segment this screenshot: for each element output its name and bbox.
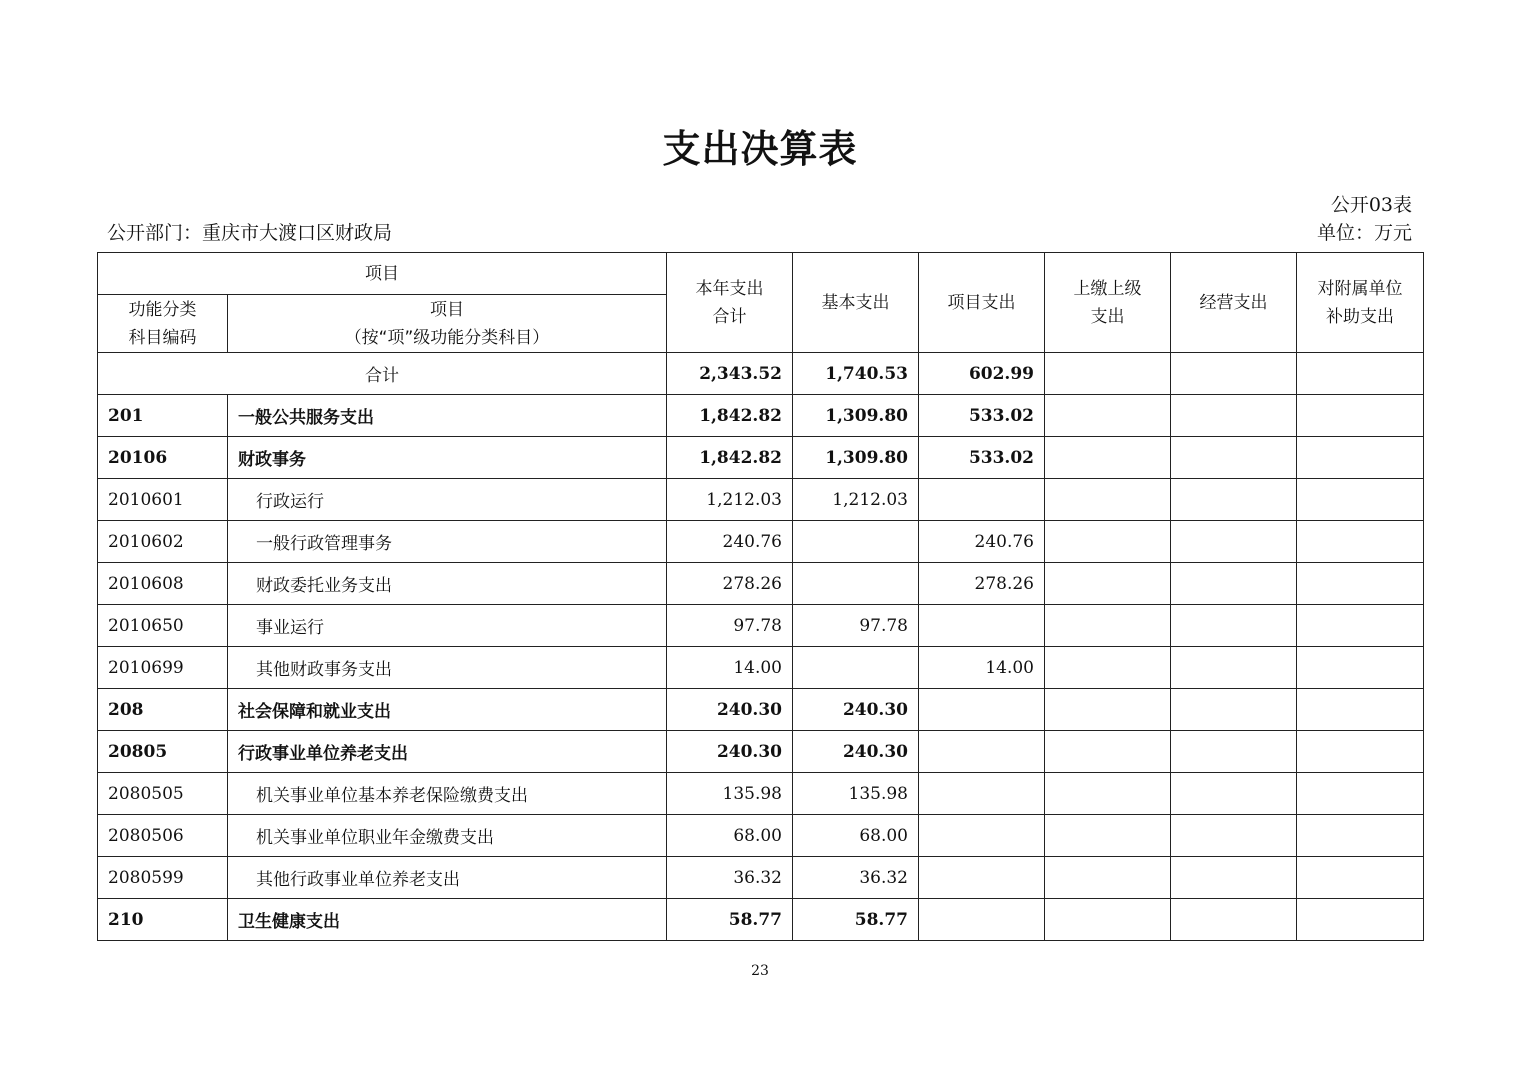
row-code: 2080506: [98, 815, 228, 857]
row-project: [919, 899, 1045, 941]
row-business: [1171, 773, 1297, 815]
row-business: [1171, 605, 1297, 647]
row-name: 机关事业单位职业年金缴费支出: [228, 815, 667, 857]
row-upper: [1045, 479, 1171, 521]
row-project: 240.76: [919, 521, 1045, 563]
header-total: 本年支出 合计: [667, 253, 793, 353]
row-business: [1171, 521, 1297, 563]
row-subsidy: [1297, 395, 1424, 437]
row-code: 20805: [98, 731, 228, 773]
row-project: [919, 773, 1045, 815]
row-project: [919, 815, 1045, 857]
row-code: 2010602: [98, 521, 228, 563]
row-name: 一般行政管理事务: [228, 521, 667, 563]
row-project: [919, 479, 1045, 521]
row-name: 卫生健康支出: [228, 899, 667, 941]
table-number: 公开03表: [1330, 194, 1412, 216]
row-basic: [793, 563, 919, 605]
table-row: [98, 563, 1424, 605]
row-name: 其他行政事业单位养老支出: [228, 857, 667, 899]
row-total: 1,842.82: [667, 395, 793, 437]
row-business: [1171, 563, 1297, 605]
row-basic: 240.30: [793, 731, 919, 773]
row-subsidy: [1297, 773, 1424, 815]
row-business: [1171, 647, 1297, 689]
row-total: 1,212.03: [667, 479, 793, 521]
row-business: [1171, 731, 1297, 773]
row-name: 机关事业单位基本养老保险缴费支出: [228, 773, 667, 815]
table-row: [98, 857, 1424, 899]
row-business: [1171, 815, 1297, 857]
row-total: 240.30: [667, 731, 793, 773]
header-upper: 上缴上级 支出: [1045, 253, 1171, 353]
row-total: 36.32: [667, 857, 793, 899]
table-row: [98, 731, 1424, 773]
row-total: 135.98: [667, 773, 793, 815]
row-basic: 36.32: [793, 857, 919, 899]
row-basic: 97.78: [793, 605, 919, 647]
row-upper: [1045, 563, 1171, 605]
row-subsidy: [1297, 437, 1424, 479]
row-business: [1171, 689, 1297, 731]
row-total: 68.00: [667, 815, 793, 857]
header-project-group: 项目: [98, 253, 667, 295]
table-row: [98, 437, 1424, 479]
row-upper: [1045, 815, 1171, 857]
row-business: [1171, 899, 1297, 941]
row-name: 财政事务: [228, 437, 667, 479]
row-upper: [1045, 647, 1171, 689]
row-project: [919, 689, 1045, 731]
row-subsidy: [1297, 479, 1424, 521]
expenditure-table: [97, 252, 1424, 941]
table-row: [98, 395, 1424, 437]
row-basic: 68.00: [793, 815, 919, 857]
row-subsidy: [1297, 899, 1424, 941]
table-row: [98, 689, 1424, 731]
total-label: 合计: [98, 353, 667, 395]
row-subsidy: [1297, 857, 1424, 899]
row-upper: [1045, 731, 1171, 773]
table-row: [98, 773, 1424, 815]
unit-label: 单位：万元: [1316, 222, 1412, 244]
row-name: 财政委托业务支出: [228, 563, 667, 605]
row-code: 2010699: [98, 647, 228, 689]
table-row: [98, 521, 1424, 563]
row-upper: [1045, 857, 1171, 899]
table-row: [98, 815, 1424, 857]
row-code: 2010608: [98, 563, 228, 605]
row-basic: [793, 521, 919, 563]
row-business: [1171, 479, 1297, 521]
row-basic: 58.77: [793, 899, 919, 941]
row-upper: [1045, 773, 1171, 815]
row-code: 2010601: [98, 479, 228, 521]
row-name: 行政运行: [228, 479, 667, 521]
row-total: 278.26: [667, 563, 793, 605]
row-subsidy: [1297, 521, 1424, 563]
row-total: 58.77: [667, 899, 793, 941]
row-project: [919, 605, 1045, 647]
row-subsidy: [1297, 647, 1424, 689]
row-project: 278.26: [919, 563, 1045, 605]
total-project: 602.99: [919, 353, 1045, 395]
row-upper: [1045, 689, 1171, 731]
row-name: 一般公共服务支出: [228, 395, 667, 437]
total-subsidy: [1297, 353, 1424, 395]
row-basic: 1,309.80: [793, 395, 919, 437]
row-subsidy: [1297, 815, 1424, 857]
row-basic: [793, 647, 919, 689]
row-total: 240.30: [667, 689, 793, 731]
row-name: 其他财政事务支出: [228, 647, 667, 689]
row-code: 2080599: [98, 857, 228, 899]
header-project: 项目支出: [919, 253, 1045, 353]
row-name: 行政事业单位养老支出: [228, 731, 667, 773]
row-basic: 240.30: [793, 689, 919, 731]
header-name: 项目 （按“项”级功能分类科目）: [228, 295, 667, 353]
row-business: [1171, 395, 1297, 437]
row-code: 210: [98, 899, 228, 941]
row-code: 2080505: [98, 773, 228, 815]
row-subsidy: [1297, 731, 1424, 773]
row-name: 事业运行: [228, 605, 667, 647]
row-upper: [1045, 437, 1171, 479]
table-row: [98, 647, 1424, 689]
row-subsidy: [1297, 689, 1424, 731]
row-total: 240.76: [667, 521, 793, 563]
total-business: [1171, 353, 1297, 395]
row-upper: [1045, 521, 1171, 563]
row-total: 97.78: [667, 605, 793, 647]
header-code: 功能分类 科目编码: [98, 295, 228, 353]
row-basic: 1,309.80: [793, 437, 919, 479]
header-business: 经营支出: [1171, 253, 1297, 353]
table-row: [98, 605, 1424, 647]
row-name: 社会保障和就业支出: [228, 689, 667, 731]
row-code: 201: [98, 395, 228, 437]
row-total: 1,842.82: [667, 437, 793, 479]
total-upper: [1045, 353, 1171, 395]
row-project: [919, 857, 1045, 899]
table-row: [98, 479, 1424, 521]
row-project: 533.02: [919, 437, 1045, 479]
header-basic: 基本支出: [793, 253, 919, 353]
total-basic: 1,740.53: [793, 353, 919, 395]
total-total: 2,343.52: [667, 353, 793, 395]
row-project: [919, 731, 1045, 773]
row-code: 208: [98, 689, 228, 731]
row-upper: [1045, 899, 1171, 941]
row-code: 2010650: [98, 605, 228, 647]
row-subsidy: [1297, 605, 1424, 647]
header-subsidy: 对附属单位 补助支出: [1297, 253, 1424, 353]
page-title: 支出决算表: [662, 127, 858, 171]
total-row: [98, 353, 1424, 395]
row-code: 20106: [98, 437, 228, 479]
row-basic: 1,212.03: [793, 479, 919, 521]
department-label: 公开部门：重庆市大渡口区财政局: [107, 222, 393, 244]
row-total: 14.00: [667, 647, 793, 689]
row-upper: [1045, 395, 1171, 437]
row-subsidy: [1297, 563, 1424, 605]
row-business: [1171, 857, 1297, 899]
table-row: [98, 899, 1424, 941]
row-project: 533.02: [919, 395, 1045, 437]
row-upper: [1045, 605, 1171, 647]
row-project: 14.00: [919, 647, 1045, 689]
page-number: 23: [751, 963, 769, 979]
row-business: [1171, 437, 1297, 479]
row-basic: 135.98: [793, 773, 919, 815]
